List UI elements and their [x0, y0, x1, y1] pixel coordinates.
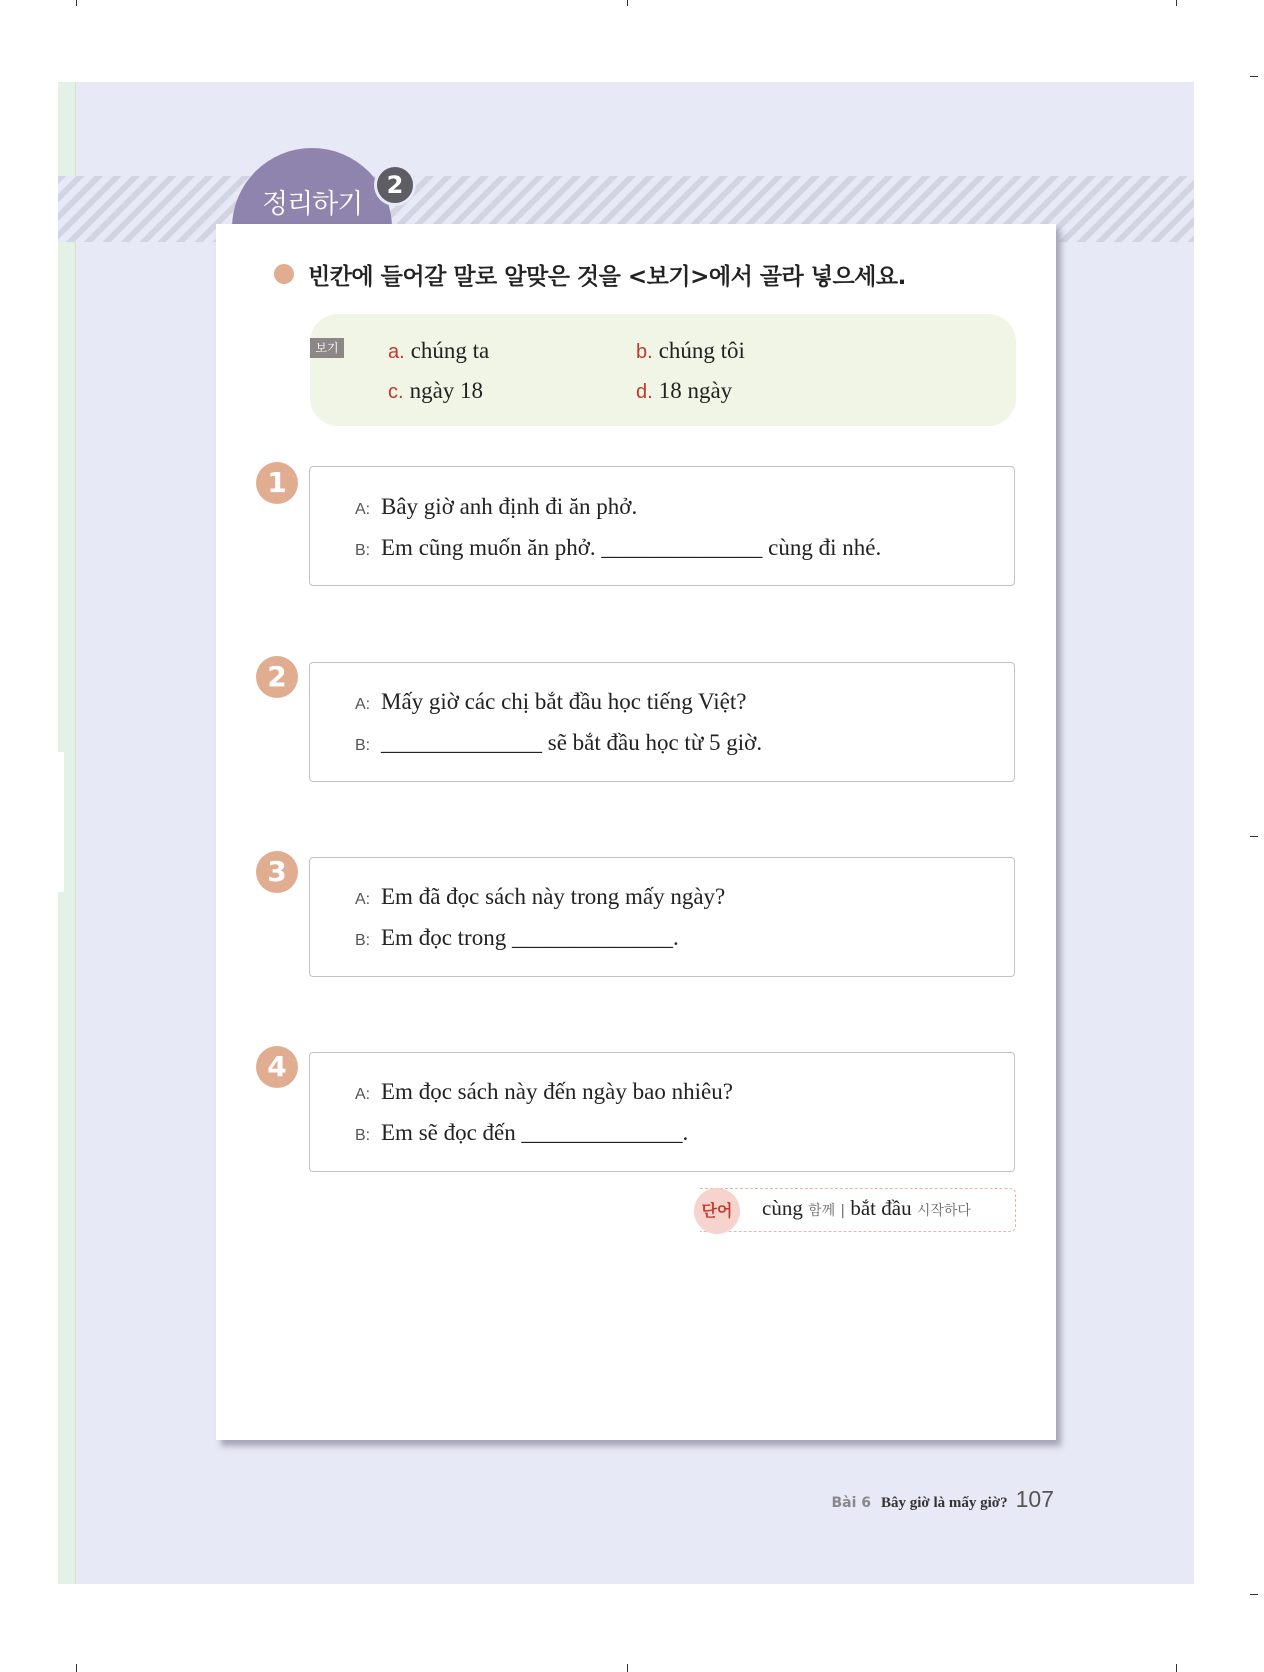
page-footer	[831, 1486, 1054, 1513]
speaker-label: B:	[355, 737, 371, 754]
question-3-line-b	[355, 925, 679, 951]
dialogue-text: Em đọc sách này đến ngày bao nhiêu?	[381, 1079, 733, 1104]
example-box	[310, 314, 1016, 426]
answer-blank[interactable]: ______________	[511, 925, 673, 950]
crop-mark	[1250, 1594, 1258, 1595]
option-text: ngày 18	[409, 378, 484, 403]
dialogue-text: Em đã đọc sách này trong mấy ngày?	[381, 884, 726, 909]
question-2-line-a	[355, 689, 746, 715]
dialogue-text: Bây giờ anh định đi ăn phở.	[381, 494, 638, 519]
question-box-4	[309, 1052, 1015, 1172]
speaker-label: A:	[355, 696, 371, 713]
speaker-label: B:	[355, 932, 371, 949]
page-number: 107	[1015, 1486, 1054, 1512]
answer-blank[interactable]: ______________	[381, 730, 542, 755]
question-number-4: 4	[256, 1046, 298, 1088]
crop-mark	[1176, 0, 1177, 6]
section-title: 정리하기	[262, 189, 363, 220]
dialogue-text: Em đọc trong	[381, 925, 507, 950]
dialogue-text: .	[672, 925, 679, 950]
vocab-meaning: 시작하다	[916, 1203, 971, 1219]
answer-blank[interactable]: ______________	[601, 535, 763, 560]
vocab-word: cùng	[762, 1196, 803, 1220]
vocab-meaning: 함께	[808, 1203, 836, 1219]
option-letter: d.	[636, 381, 653, 403]
bullet-icon	[274, 264, 294, 284]
section-number-badge: 2	[374, 164, 416, 206]
crop-mark	[76, 0, 77, 6]
left-margin-line	[75, 82, 76, 1584]
speaker-label: A:	[355, 501, 371, 518]
question-4-line-a	[355, 1079, 733, 1105]
crop-mark	[1176, 1664, 1177, 1672]
question-number-3: 3	[256, 851, 298, 893]
question-number-1: 1	[256, 462, 298, 504]
vocab-word: bắt đầu	[850, 1196, 912, 1220]
vocab-tag: 단어	[694, 1188, 740, 1234]
example-tag: 보기	[310, 338, 344, 358]
crop-mark	[627, 1664, 628, 1672]
example-option-d	[636, 378, 732, 404]
question-3-line-a	[355, 884, 725, 910]
question-1-line-a	[355, 494, 637, 520]
instruction-text: 빈칸에 들어갈 말로 알맞은 것을 <보기>에서 골라 넣으세요.	[308, 264, 906, 290]
example-option-b	[636, 338, 745, 364]
question-box-2	[309, 662, 1015, 782]
crop-mark	[627, 0, 628, 6]
option-letter: c.	[388, 381, 404, 403]
crop-mark	[76, 1664, 77, 1672]
footer-title: Bây giờ là mấy giờ?	[881, 1495, 1008, 1511]
dialogue-text: Mấy giờ các chị bắt đầu học tiếng Việt?	[381, 689, 747, 714]
left-margin-notch	[58, 752, 64, 892]
dialogue-text: sẽ bắt đầu học từ 5 giờ.	[547, 730, 763, 755]
crop-mark	[1250, 76, 1258, 77]
dialogue-text: Em cũng muốn ăn phở.	[381, 535, 596, 560]
dialogue-text: Em sẽ đọc đến	[381, 1120, 516, 1145]
question-box-1	[309, 466, 1015, 586]
speaker-label: A:	[355, 891, 371, 908]
option-text: 18 ngày	[658, 378, 733, 403]
option-letter: b.	[636, 341, 653, 363]
option-text: chúng ta	[410, 338, 490, 363]
example-option-c	[388, 378, 483, 404]
question-4-line-b	[355, 1120, 688, 1146]
vocab-separator: |	[840, 1203, 846, 1219]
vocab-text	[762, 1196, 971, 1221]
dialogue-text: cùng đi nhé.	[768, 535, 882, 560]
footer-lesson: Bài 6	[831, 1495, 871, 1511]
speaker-label: B:	[355, 542, 371, 559]
question-number-2: 2	[256, 656, 298, 698]
question-box-3	[309, 857, 1015, 977]
option-letter: a.	[388, 341, 405, 363]
dialogue-text: .	[682, 1120, 689, 1145]
crop-mark	[1250, 836, 1258, 837]
answer-blank[interactable]: ______________	[521, 1120, 683, 1145]
question-2-line-b	[355, 730, 762, 756]
example-option-a	[388, 338, 489, 364]
option-text: chúng tôi	[658, 338, 745, 363]
speaker-label: B:	[355, 1127, 371, 1144]
question-1-line-b	[355, 535, 881, 561]
speaker-label: A:	[355, 1086, 371, 1103]
